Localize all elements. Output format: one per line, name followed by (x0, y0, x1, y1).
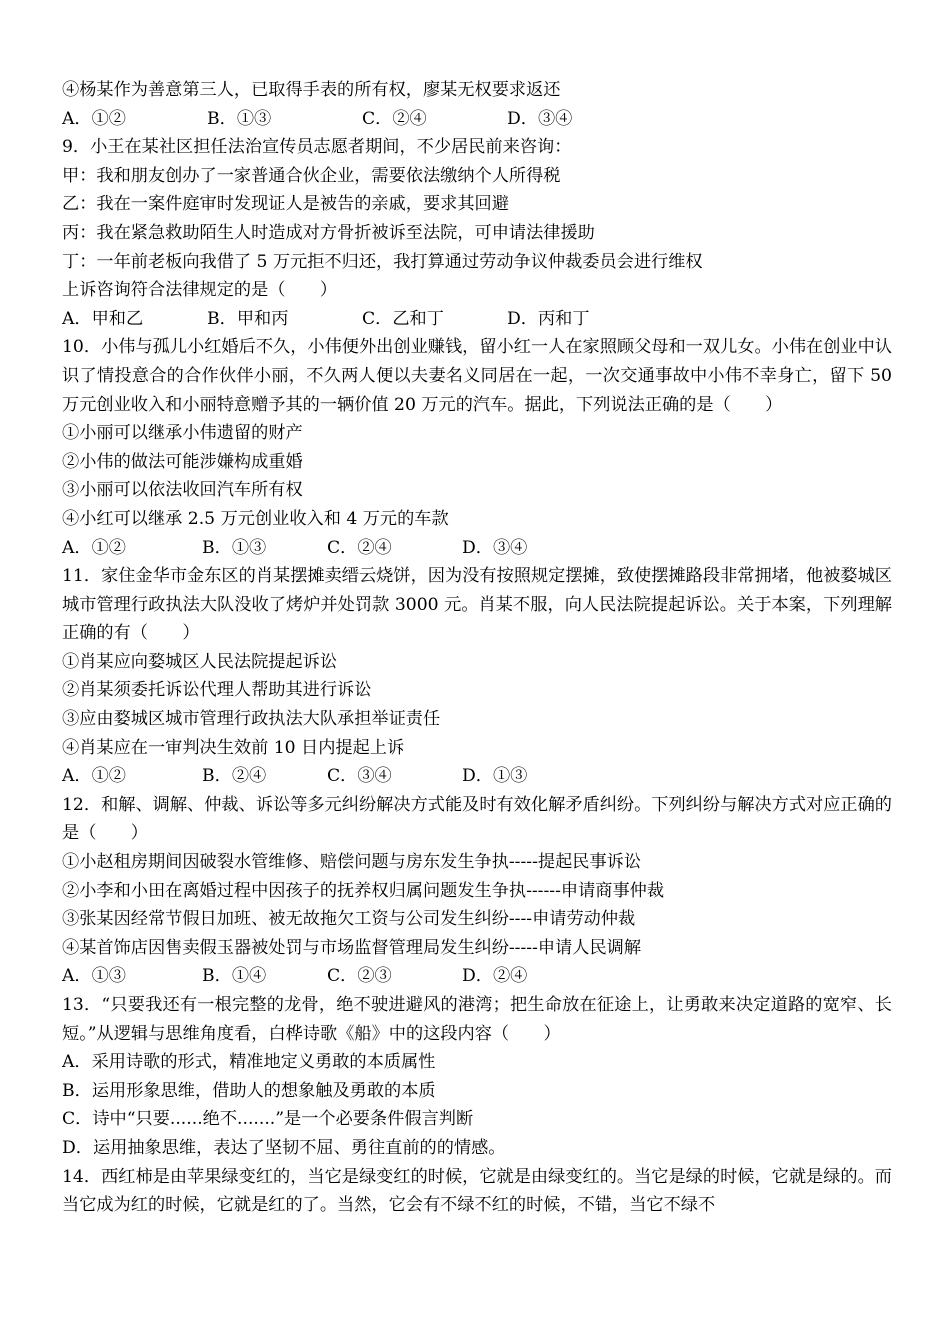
q11-stem: 11．家住金华市金东区的肖某摆摊卖缙云烧饼，因为没有按照规定摆摊，致使摆摊路段非常拥堵，他被婺城区城市管理行政执法大队没收了烤炉并处罚款 3000 元。肖某不服，向人民法院提起诉讼。关于本案，下列理解正确的有（ ） (62, 566, 892, 644)
option-c: C．②④ (362, 108, 427, 129)
option-a: A．甲和乙 (62, 308, 144, 329)
option-b: B．①③ (207, 108, 272, 129)
option-d: D．丙和丁 (507, 308, 590, 329)
option-c: C．③④ (327, 766, 392, 787)
q10-item-4: ④小红可以继承 2.5 万元创业收入和 4 万元的车款 (62, 508, 449, 529)
q9-stem: 9．小王在某社区担任法治宣传员志愿者期间，不少居民前来咨询： (62, 137, 572, 158)
option-a: A．①② (62, 766, 126, 787)
q13-option-b: B．运用形象思维，借助人的想象触及勇敢的本质 (62, 1080, 436, 1101)
q12-item-1: ①小赵租房期间因破裂水管维修、赔偿问题与房东发生争执-----提起民事诉讼 (62, 852, 642, 873)
q14-stem: 14．西红柿是由苹果绿变红的，当它是绿变红的时候，它就是由绿变红的。当它是绿的时候，它就是绿的。而当它成为红的时候，它就是红的了。当然，它会有不绿不红的时候，不错，当它不绿不 (62, 1166, 892, 1216)
q11-item-1: ①肖某应向婺城区人民法院提起诉讼 (62, 651, 338, 672)
option-a: A．①② (62, 108, 126, 129)
option-b: B．①③ (202, 537, 267, 558)
q10-item-3: ③小丽可以依法收回汽车所有权 (62, 480, 303, 501)
exam-page (62, 76, 892, 1220)
q9-line-bing: 丙：我在紧急救助陌生人时造成对方骨折被诉至法院，可申请法律援助 (62, 222, 595, 243)
q13-option-c: C．诗中“只要......绝不.......”是一个必要条件假言判断 (62, 1109, 474, 1130)
option-c: C．②③ (327, 966, 392, 987)
option-d: D．①③ (462, 766, 528, 787)
q8-options (62, 105, 892, 134)
option-a: A．①② (62, 537, 126, 558)
q9-line-yi: 乙：我在一案件庭审时发现证人是被告的亲戚，要求其回避 (62, 194, 509, 215)
q9-options (62, 305, 892, 334)
q12-options (62, 962, 892, 991)
q13-stem: 13．“只要我还有一根完整的龙骨，绝不驶进避风的港湾；把生命放在征途上，让勇敢来决定道路的宽窄、长短。”从逻辑与思维角度看，白桦诗歌《船》中的这段内容（ ） (62, 995, 892, 1044)
q12-stem: 12．和解、调解、仲裁、诉讼等多元纠纷解决方式能及时有效化解矛盾纠纷。下列纠纷与解决方式对应正确的是（ ） (62, 794, 892, 844)
option-b: B．①④ (202, 966, 267, 987)
option-d: D．③④ (462, 537, 528, 558)
q10-item-1: ①小丽可以继承小伟遗留的财产 (62, 423, 303, 444)
option-a: A．①③ (62, 966, 126, 987)
q10-options (62, 534, 892, 563)
q12-item-3: ③张某因经常节假日加班、被无故拖欠工资与公司发生纠纷----申请劳动仲裁 (62, 909, 636, 930)
q9-line-jia: 甲：我和朋友创办了一家普通合伙企业，需要依法缴纳个人所得税 (62, 165, 561, 186)
q11-item-3: ③应由婺城区城市管理行政执法大队承担举证责任 (62, 709, 441, 730)
q11-item-4: ④肖某应在一审判决生效前 10 日内提起上诉 (62, 737, 405, 758)
option-d: D．②④ (462, 966, 528, 987)
option-c: C．②④ (327, 537, 392, 558)
q12-item-2: ②小李和小田在离婚过程中因孩子的抚养权归属问题发生争执------申请商事仲裁 (62, 880, 665, 901)
q12-item-4: ④某首饰店因售卖假玉器被处罚与市场监督管理局发生纠纷-----申请人民调解 (62, 937, 642, 958)
q8-item-4: ④杨某作为善意第三人，已取得手表的所有权，廖某无权要求返还 (62, 80, 561, 100)
option-b: B．②④ (202, 766, 267, 787)
q10-item-2: ②小伟的做法可能涉嫌构成重婚 (62, 451, 303, 472)
q13-option-a: A．采用诗歌的形式，精准地定义勇敢的本质属性 (62, 1052, 436, 1073)
option-b: B．甲和丙 (207, 308, 289, 329)
q9-question: 上诉咨询符合法律规定的是（ ） (62, 280, 338, 301)
q9-line-ding: 丁：一年前老板向我借了 5 万元拒不归还，我打算通过劳动争议仲裁委员会进行维权 (62, 251, 703, 272)
q10-stem: 10．小伟与孤儿小红婚后不久，小伟便外出创业赚钱，留小红一人在家照顾父母和一双儿女。小伟在创业中认识了情投意合的合作伙伴小丽，不久两人便以夫妻名义同居在一起，一次交通事故中小伟不幸身亡，留下 50 万元创业收入和小丽特意赠予其的一辆价值 20 万元的汽车。据此，下列说法正确的是（ ） (62, 337, 892, 415)
option-c: C．乙和丁 (362, 308, 444, 329)
q11-item-2: ②肖某须委托诉讼代理人帮助其进行诉讼 (62, 680, 372, 701)
q11-options (62, 762, 892, 791)
q13-option-d: D．运用抽象思维，表达了坚韧不屈、勇往直前的的情感。 (62, 1137, 506, 1158)
option-d: D．③④ (507, 108, 573, 129)
